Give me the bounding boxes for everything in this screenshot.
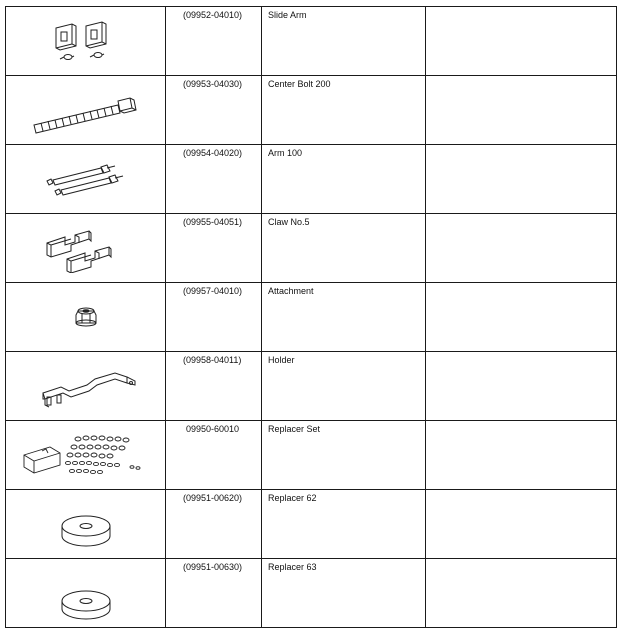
part-number-cell (166, 352, 262, 421)
arm-icon (41, 159, 131, 199)
table-row (6, 421, 617, 490)
tool-image-cell (6, 283, 166, 352)
tool-image-cell (6, 7, 166, 76)
slide-arm-icon (46, 16, 126, 66)
tool-name-cell (262, 421, 426, 490)
note-cell (426, 214, 617, 283)
note-cell (426, 490, 617, 559)
tool-name: Attachment (268, 286, 314, 296)
tool-name: Slide Arm (268, 10, 307, 20)
part-number: (09951-00620) (183, 493, 243, 503)
center-bolt-icon (26, 85, 146, 135)
part-number: (09957-04010) (183, 286, 243, 296)
note-cell (426, 7, 617, 76)
tool-image-cell (6, 145, 166, 214)
part-number-cell (166, 145, 262, 214)
note-cell (426, 352, 617, 421)
part-number-cell (166, 76, 262, 145)
part-number: (09952-04010) (183, 10, 243, 20)
tool-name: Replacer 62 (268, 493, 317, 503)
table-row (6, 352, 617, 421)
tool-image-cell (6, 559, 166, 628)
note-cell (426, 145, 617, 214)
tool-name: Holder (268, 355, 295, 365)
tool-name-cell (262, 283, 426, 352)
note-cell (426, 421, 617, 490)
tool-name: Replacer Set (268, 424, 321, 434)
tool-name: Arm 100 (268, 148, 303, 158)
note-cell (426, 559, 617, 628)
tool-name-cell (262, 490, 426, 559)
tool-name-cell (262, 559, 426, 628)
special-tools-table (5, 6, 617, 628)
tool-name: Claw No.5 (268, 217, 310, 227)
part-number-cell (166, 214, 262, 283)
table-row (6, 214, 617, 283)
part-number: (09951-00630) (183, 562, 243, 572)
part-number-cell (166, 7, 262, 76)
tool-name-cell (262, 7, 426, 76)
part-number-cell (166, 283, 262, 352)
claw-icon (41, 223, 131, 273)
part-number-cell (166, 421, 262, 490)
part-number: (09955-04051) (183, 217, 243, 227)
tool-name-cell (262, 76, 426, 145)
tool-image-cell (6, 421, 166, 490)
table-row (6, 490, 617, 559)
tool-name-cell (262, 145, 426, 214)
holder-icon (31, 361, 141, 411)
tool-image-cell (6, 214, 166, 283)
replacer-disc-icon (46, 567, 126, 627)
tool-name: Center Bolt 200 (268, 79, 331, 89)
table-row (6, 76, 617, 145)
tool-name-cell (262, 214, 426, 283)
tool-image-cell (6, 352, 166, 421)
replacer-disc-icon (46, 498, 126, 558)
table-row (6, 145, 617, 214)
tool-image-cell (6, 490, 166, 559)
part-number-cell (166, 490, 262, 559)
note-cell (426, 283, 617, 352)
part-number: 09950-60010 (186, 424, 240, 434)
attachment-icon (66, 297, 106, 337)
replacer-set-icon (16, 425, 156, 485)
table-row (6, 283, 617, 352)
part-number: (09953-04030) (183, 79, 243, 89)
part-number: (09958-04011) (183, 355, 242, 365)
part-number: (09954-04020) (183, 148, 243, 158)
part-number-cell (166, 559, 262, 628)
table-row (6, 7, 617, 76)
tool-name: Replacer 63 (268, 562, 317, 572)
note-cell (426, 76, 617, 145)
tool-name-cell (262, 352, 426, 421)
tool-image-cell (6, 76, 166, 145)
table-row (6, 559, 617, 628)
